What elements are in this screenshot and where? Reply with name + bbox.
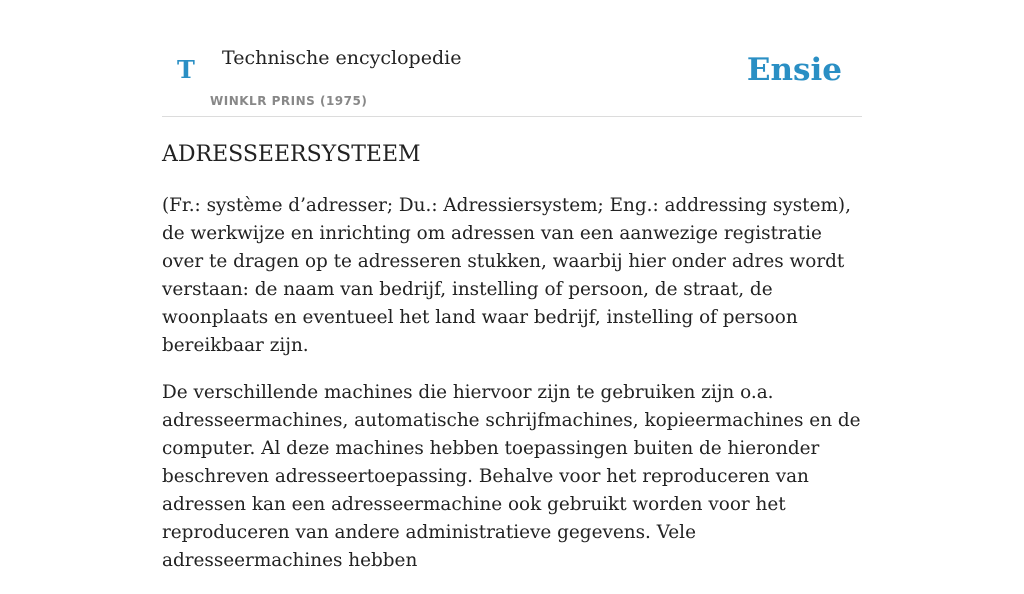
entry-title: ADRESSEERSYSTEEM <box>162 142 421 167</box>
entry-paragraph: (Fr.: système d’adresser; Du.: Adressiersystem; Eng.: addressing system), de werkwijze en inrichting om adressen van een aanwezige registratie over te dragen op te adresseren stukken, waarbij hier onder adres wordt verstaan: de naam van bedrijf, instelling of persoon, de straat, de woonplaats en eventueel het land waar bedrijf, instelling of persoon bereikbaar zijn. <box>162 195 851 356</box>
book-subtitle: WINKLR PRINS (1975) <box>210 94 368 108</box>
brand-logo[interactable]: Ensie <box>746 52 842 88</box>
entry-paragraph: De verschillende machines die hiervoor zijn te gebruiken zijn o.a. adresseermachines, automatische schrijfmachines, kopieermachines en de computer. Al deze machines hebben toepassingen buiten de hieronder beschreven adresseertoepassing. Behalve voor het reproduceren van adressen kan een adresseermachine ook gebruikt worden voor het reproduceren van andere administratieve gegevens. Vele adresseermachines hebben <box>162 382 861 571</box>
site-header <box>162 0 862 117</box>
book-title[interactable]: Technische encyclopedie <box>222 47 462 69</box>
book-logo-icon: T <box>177 55 195 84</box>
entry-body <box>162 192 862 594</box>
